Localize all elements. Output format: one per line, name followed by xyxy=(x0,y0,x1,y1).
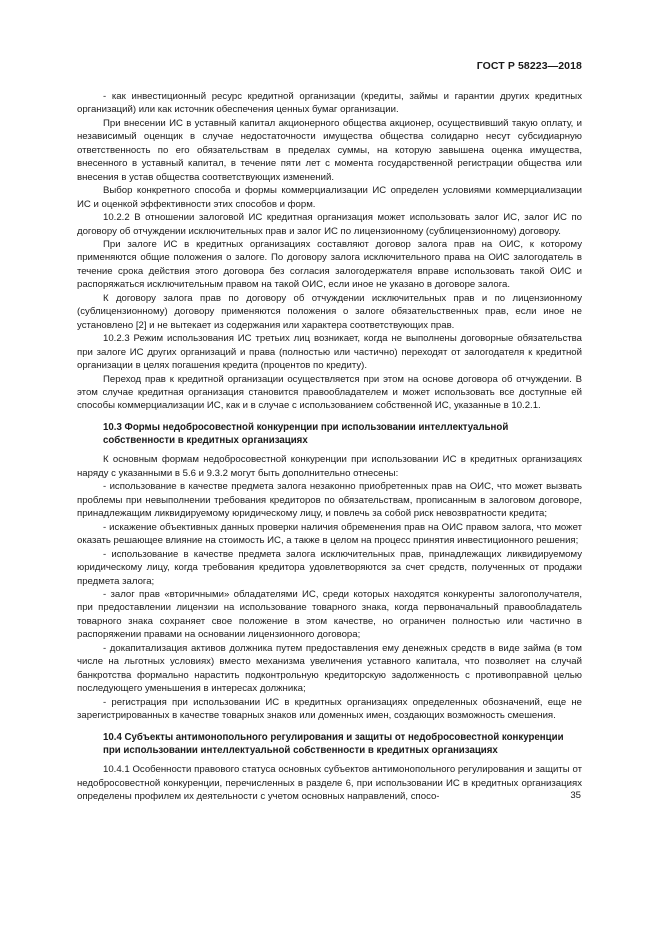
paragraph: - как инвестиционный ресурс кредитной организации (кредиты, займы и гарантии других кредитных организаций) или как источник обеспечения ценных бумаг организации. xyxy=(77,91,582,116)
list-item: - регистрация при использовании ИС в кредитных организациях определенных обозначений, еще не зарегистрированных в качестве товарных знаков или доменных имен, создающих возможность смешения. xyxy=(77,696,582,722)
paragraph: Выбор конкретного способа и формы коммерциализации ИС определен условиями коммерциализации ИС и оценкой эффективности этих способов и форм. xyxy=(77,185,582,210)
list-item: - использование в качестве предмета залога исключительных прав, принадлежащих ликвидируемому юридическому лицу, когда требования кредитора удовлетворяются за счет средств, полученных от продажи предмета залога; xyxy=(77,548,582,587)
paragraph: 10.2.2 В отношении залоговой ИС кредитная организация может использовать залог ИС, залог ИС по договору об отчуждении исключительных прав и залог ИС по лицензионному (сублицензионному) договору. xyxy=(77,212,582,237)
paragraph: 10.2.3 Режим использования ИС третьих лиц возникает, когда не выполнены договорные обязательства при залоге ИС других организаций и права (полностью или частично) переходят от залогодателя к кредитной организации в целях погашения кредита (процентов по кредиту). xyxy=(77,333,582,372)
section-heading-10-4: 10.4 Субъекты антимонопольного регулирования и защиты от недобросовестной конкуренции при использовании интеллектуальной собственности в кредитных организациях xyxy=(103,731,564,756)
paragraph: Переход прав к кредитной организации осуществляется при этом на основе договора об отчуждении. В этом случае кредитная организация становится правообладателем и может использовать все доступные ей способы коммерциализации ИС, как и в случае с использованием собственной ИС, указанные в 10.2.1. xyxy=(77,373,582,412)
paragraph: При внесении ИС в уставный капитал акционерного общества акционер, осуществивший такую оплату, и независимый оценщик в случае недостаточности имущества общества солидарно несут субсидиарную ответственность по его обязательствам в пределах суммы, на которую завышена оценка имущества, внесенного в уставный капитал, в течение пяти лет с момента государственной регистрации общества или внесения в устав общества соответствующих изменений. xyxy=(77,117,582,183)
document-code: ГОСТ Р 58223—2018 xyxy=(476,60,582,72)
section-heading-10-3: 10.3 Формы недобросовестной конкуренции при использовании интеллектуальной собственности в кредитных организациях xyxy=(103,421,509,447)
list-item: - использование в качестве предмета залога незаконно приобретенных прав на ОИС, что может вызвать проблемы при невыполнении требования кредиторов по обязательствам, прописанным в залоговом договоре, принадлежащим ликвидируемому юридическому лицу, и повлечь за собой риск невозвратности кредита; xyxy=(77,481,582,520)
page-body xyxy=(77,90,582,803)
paragraph: К договору залога прав по договору об отчуждении исключительных прав и по лицензионному (сублицензионному) договору применяются положения о залоге обязательственных прав, если иное не установлено [2] и не вытекает из содержания или характера соответствующих прав. xyxy=(77,292,582,331)
paragraph: При залоге ИС в кредитных организациях составляют договор залога прав на ОИС, к которому применяются общие положения о залоге. По договору залога исключительного права на ОИС залогодатель в течение срока действия этого договора без согласия залогодержателя вправе использовать такой ОИС и распоряжаться исключительным правом на такой ОИС, если иное не указано в договоре залога. xyxy=(77,238,582,291)
page-number: 35 xyxy=(570,790,581,801)
list-item: - залог прав «вторичными» обладателями ИС, среди которых находятся конкуренты залогополучателя, при предоставлении лицензии на использование товарного знака, когда первоначальный правообладатель товарного знака сохраняет свое положение в этом качестве, но ограничен полностью или частично в распоряжении правами на основании лицензионного договора; xyxy=(77,589,582,641)
paragraph: К основным формам недобросовестной конкуренции при использовании ИС в кредитных организациях наряду с указанными в 5.6 и 9.3.2 могут быть дополнительно отнесены: xyxy=(77,454,582,479)
paragraph: 10.4.1 Особенности правового статуса основных субъектов антимонопольного регулирования и защиты от недобросовестной конкуренции, перечисленных в разделе 6, при использовании ИС в кредитных организациях определены профилем их деятельности с учетом основных направлений, спосо- xyxy=(77,764,582,803)
list-item: - докапитализация активов должника путем предоставления ему денежных средств в виде займа (в том числе на льготных условиях) вместо механизма увеличения уставного капитала, что позволяет на случай банкротства формально нарастить подконтрольную кредиторскую задолженность с противоправной целью последующего уменьшения в интересах должника; xyxy=(77,642,582,695)
list-item: - искажение объективных данных проверки наличия обременения прав на ОИС правом залога, что может оказать решающее влияние на стоимость ИС, а также в целом на процесс принятия инвестиционного решения; xyxy=(77,521,582,547)
